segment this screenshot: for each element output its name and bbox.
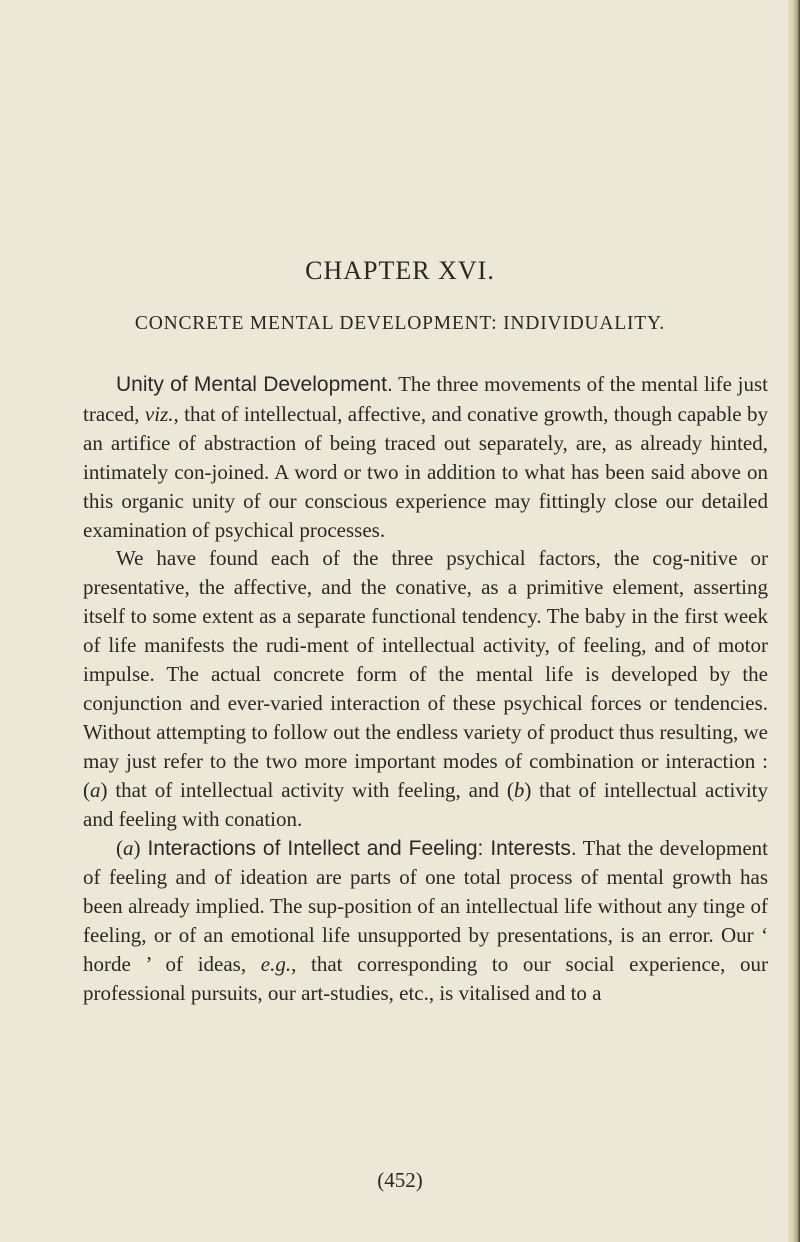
chapter-subtitle: CONCRETE MENTAL DEVELOPMENT: INDIVIDUALITY. [134,313,666,334]
paragraph-text: That the development of feeling and of ideation are parts of one total process of mental growth has been already implied. The sup-position of an intellectual life without any tinge of feeling, or of an emotional life unsupported by presentations, is an error. Our ‘ horde ’ of ideas, [83,835,768,977]
paren-close: ) [133,835,141,860]
italic-eg: e.g. [260,952,292,977]
italic-a: a [123,835,134,860]
paragraph-text: We have found each of the three psychical factors, the cog-nitive or presentative, the affective, and the conative, as a primitive element, asserting itself to some extent as a separate functional tendency. The baby in the first week of life manifests the rudi-ment of intellectual activity, of feeling, and of motor impulse. The actual concrete form of the mental life is developed by the conjunction and ever-varied interaction of these psychical forces or tendencies. Without attempting to follow out the endless variety of product thus resulting, we may just refer to the two more important modes of combination or interaction : ( [83,546,768,802]
paragraph-unity [83,370,768,544]
section-heading-interests: Interactions of Intellect and Feeling: Interests. [140,836,577,860]
paragraph-text: ) that of intellectual activity and feeling with conation. [83,777,768,831]
body-text [83,370,768,1008]
paren-open: ( [116,835,123,860]
page-number: (452) [377,1168,423,1192]
italic-viz: viz. [144,401,174,426]
italic-a: a [90,777,101,802]
paragraph-text: The three movements of the mental life just traced, [83,372,768,426]
paragraph-text: , that corresponding to our social experience, our professional pursuits, our art-studies, etc., is vitalised and to a [83,952,768,1006]
paragraph-text: , that of intellectual, affective, and conative growth, though capable by an artifice of abstraction of being traced out separately, are, as already hinted, intimately con-joined. A word or two in addition to what has been said above on this organic unity of our conscious experience may fittingly close our detailed examination of psychical processes. [83,401,768,542]
page-edge [788,0,800,1242]
paragraph-interests [83,834,768,1008]
paragraph-text: ) that of intellectual activity with feeling, and ( [100,777,514,802]
paragraph-factors [83,544,768,833]
section-heading-unity: Unity of Mental Development. [116,373,393,396]
chapter-title: CHAPTER XVI. [305,256,495,285]
italic-b: b [513,777,525,802]
